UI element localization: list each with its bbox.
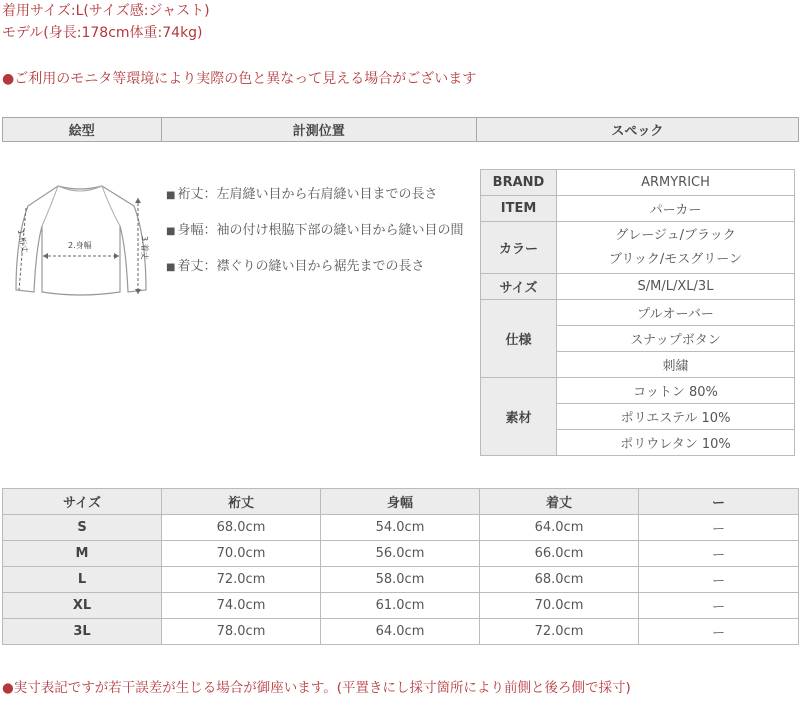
spec-size-value: S/M/L/XL/3L xyxy=(557,274,795,300)
extra-cell: ー xyxy=(639,515,799,541)
spec-item-label: ITEM xyxy=(481,196,557,222)
width-cell: 64.0cm xyxy=(321,619,480,645)
spec-color-value xyxy=(557,222,795,274)
raglan-shirt-illustration xyxy=(10,178,162,303)
spec-brand-value: ARMYRICH xyxy=(557,170,795,196)
spec-detail-3: 刺繍 xyxy=(557,352,795,378)
width-cell: 61.0cm xyxy=(321,593,480,619)
spec-color-1: グレージュ/ブラック xyxy=(615,227,736,243)
size-cell: L xyxy=(3,567,162,593)
size-cell: S xyxy=(3,515,162,541)
col-size: サイズ xyxy=(3,489,162,515)
square-bullet-icon: ■ xyxy=(166,262,176,273)
length-cell: 70.0cm xyxy=(480,593,639,619)
monitor-notice: ●ご利用のモニタ等環境により実際の色と異なって見える場合がございます xyxy=(2,71,477,87)
col-extra: ー xyxy=(639,489,799,515)
note-sleeve-text: 裄丈：左肩縫い目から右肩縫い目までの長さ xyxy=(177,187,438,202)
col-sleeve: 裄丈 xyxy=(162,489,321,515)
spec-brand-label: BRAND xyxy=(481,170,557,196)
spec-table xyxy=(480,169,795,456)
spec-material-3: ポリウレタン 10% xyxy=(557,430,795,456)
length-cell: 64.0cm xyxy=(480,515,639,541)
body-length-label: 3.着丈 xyxy=(140,236,149,260)
header-measure-position: 計測位置 xyxy=(161,118,476,142)
width-cell: 54.0cm xyxy=(321,515,480,541)
size-cell: 3L xyxy=(3,619,162,645)
measurement-disclaimer: ●実寸表記ですが若干誤差が生じる場合が御座います。(平置きにし採寸箇所により前側と後ろ側で採寸) xyxy=(2,680,631,696)
header-spec: スペック xyxy=(476,118,798,142)
size-table xyxy=(2,488,799,645)
square-bullet-icon: ■ xyxy=(166,190,176,201)
length-cell: 66.0cm xyxy=(480,541,639,567)
table-row xyxy=(3,567,799,593)
length-cell: 68.0cm xyxy=(480,567,639,593)
sleeve-cell: 68.0cm xyxy=(162,515,321,541)
sleeve-cell: 78.0cm xyxy=(162,619,321,645)
sleeve-cell: 74.0cm xyxy=(162,593,321,619)
spec-item-value: パーカー xyxy=(557,196,795,222)
note-length-text: 着丈：襟ぐりの縫い目から裾先までの長さ xyxy=(177,259,425,274)
body-width-label: 2.身幅 xyxy=(68,241,92,250)
header-illustration: 絵型 xyxy=(3,118,162,142)
table-row xyxy=(3,619,799,645)
spec-detail-1: プルオーバー xyxy=(557,300,795,326)
note-length xyxy=(166,255,471,279)
size-cell: M xyxy=(3,541,162,567)
sleeve-cell: 70.0cm xyxy=(162,541,321,567)
extra-cell: ー xyxy=(639,619,799,645)
size-cell: XL xyxy=(3,593,162,619)
spec-color-2: ブリック/モスグリーン xyxy=(608,251,743,267)
spec-detail-2: スナップボタン xyxy=(557,326,795,352)
note-sleeve xyxy=(166,183,471,207)
width-cell: 58.0cm xyxy=(321,567,480,593)
col-length: 着丈 xyxy=(480,489,639,515)
extra-cell: ー xyxy=(639,593,799,619)
extra-cell: ー xyxy=(639,541,799,567)
width-cell: 56.0cm xyxy=(321,541,480,567)
spec-material-2: ポリエステル 10% xyxy=(557,404,795,430)
col-width: 身幅 xyxy=(321,489,480,515)
worn-size-text: 着用サイズ:L(サイズ感:ジャスト) xyxy=(2,3,210,19)
sleeve-length-label: 1.裄丈 xyxy=(16,228,29,254)
extra-cell: ー xyxy=(639,567,799,593)
table-row xyxy=(3,593,799,619)
size-table-header xyxy=(3,489,799,515)
spec-detail-label: 仕様 xyxy=(481,300,557,378)
spec-material-1: コットン 80% xyxy=(557,378,795,404)
length-cell: 72.0cm xyxy=(480,619,639,645)
measurement-notes xyxy=(166,183,471,291)
note-width-text: 身幅：袖の付け根脇下部の縫い目から縫い目の間 xyxy=(177,223,464,238)
square-bullet-icon: ■ xyxy=(166,226,176,237)
sleeve-cell: 72.0cm xyxy=(162,567,321,593)
spec-color-label: カラー xyxy=(481,222,557,274)
table-row xyxy=(3,541,799,567)
spec-size-label: サイズ xyxy=(481,274,557,300)
spec-material-label: 素材 xyxy=(481,378,557,456)
note-width xyxy=(166,219,471,243)
garment-diagram xyxy=(10,178,162,303)
section-header-table xyxy=(2,117,799,142)
table-row xyxy=(3,515,799,541)
model-info-text: モデル(身長:178cm体重:74kg) xyxy=(2,25,203,41)
